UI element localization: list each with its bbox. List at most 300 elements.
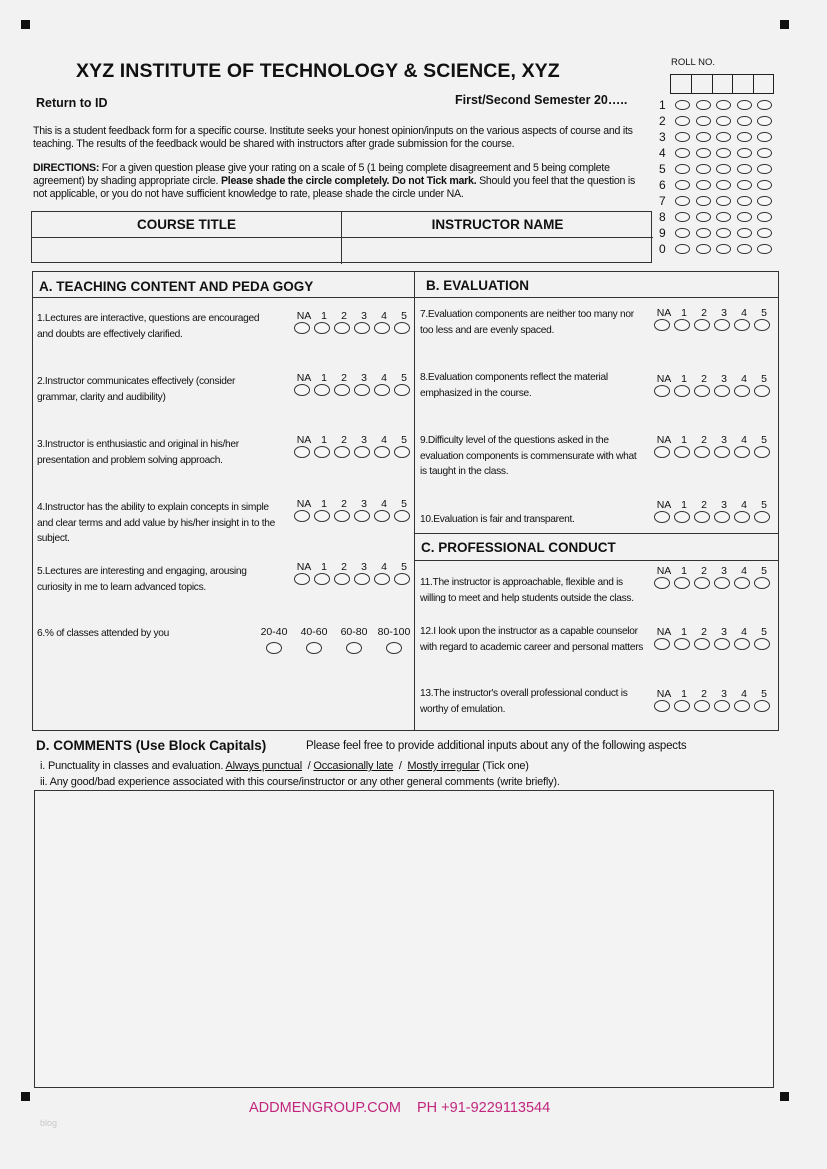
rating-labels [294, 498, 414, 510]
rating-label: 3 [721, 373, 727, 385]
roll-no-bubble[interactable] [737, 196, 752, 207]
roll-no-bubble[interactable] [757, 180, 772, 191]
rating-bubble-3[interactable] [714, 638, 730, 650]
rating-bubble-3[interactable] [714, 319, 730, 331]
question-text: Instructor has the ability to explain concepts in simple and clear terms and add value by his/her insight in to the subject. [37, 502, 276, 544]
roll-no-bubble[interactable] [696, 244, 711, 255]
rating-label: NA [656, 499, 672, 511]
rating-bubble-2[interactable] [694, 638, 710, 650]
roll-no-row [659, 145, 778, 161]
rating-label: 4 [381, 561, 387, 573]
section-a-title: A. TEACHING CONTENT AND PEDA GOGY [39, 279, 314, 294]
rating-label: 4 [741, 688, 747, 700]
rating-bubble-3[interactable] [714, 511, 730, 523]
rating-bubble-1[interactable] [674, 446, 690, 458]
roll-no-bubble[interactable] [737, 228, 752, 239]
rating-bubble-3[interactable] [714, 577, 730, 589]
roll-digit-label: 8 [659, 210, 666, 224]
rating-label: 2 [341, 434, 347, 446]
rating-bubble-na[interactable] [654, 511, 670, 523]
question-number: 9. [420, 435, 428, 446]
rating-label: 5 [761, 373, 767, 385]
rating-label: NA [656, 434, 672, 446]
rating-bubble-1[interactable] [674, 319, 690, 331]
rating-bubble-2[interactable] [334, 322, 350, 334]
rating-scale [294, 310, 414, 334]
roll-no-bubble[interactable] [696, 196, 711, 207]
roll-no-bubble[interactable] [696, 116, 711, 127]
roll-no-bubble[interactable] [716, 164, 731, 175]
roll-no-box[interactable] [670, 74, 691, 94]
rating-bubble-5[interactable] [754, 319, 770, 331]
registration-mark-top-left [21, 20, 30, 29]
rating-label: 3 [361, 434, 367, 446]
rating-labels [654, 307, 774, 319]
section-c-title: C. PROFESSIONAL CONDUCT [421, 540, 616, 555]
roll-no-bubble[interactable] [757, 196, 772, 207]
rating-bubble-4[interactable] [734, 511, 750, 523]
roll-digit-label: 2 [659, 114, 666, 128]
rating-label: 4 [381, 372, 387, 384]
rating-bubble-na[interactable] [294, 446, 310, 458]
rating-label: 2 [341, 372, 347, 384]
rating-label: 1 [681, 688, 687, 700]
registration-mark-bottom-left [21, 1092, 30, 1101]
roll-no-bubble[interactable] [716, 180, 731, 191]
roll-no-bubble[interactable] [696, 164, 711, 175]
rating-bubble-1[interactable] [674, 577, 690, 589]
rating-label: 4 [381, 498, 387, 510]
roll-no-bubble[interactable] [737, 148, 752, 159]
roll-digit-label: 0 [659, 242, 666, 256]
rating-bubble-2[interactable] [694, 577, 710, 589]
rating-bubble-3[interactable] [714, 385, 730, 397]
attendance-option-label: 40-60 [300, 626, 328, 638]
roll-digit-label: 7 [659, 194, 666, 208]
roll-no-row [659, 97, 778, 113]
rating-bubble-4[interactable] [374, 322, 390, 334]
rating-bubble-4[interactable] [734, 319, 750, 331]
directions-paragraph [33, 162, 645, 201]
roll-no-bubble[interactable] [737, 116, 752, 127]
rating-bubble-4[interactable] [734, 638, 750, 650]
rating-bubble-2[interactable] [694, 319, 710, 331]
rating-label: 4 [741, 565, 747, 577]
question-12 [420, 624, 644, 655]
rating-label: NA [296, 372, 312, 384]
roll-no-bubble[interactable] [716, 196, 731, 207]
rating-label: NA [296, 498, 312, 510]
rating-bubbles [654, 700, 774, 712]
rating-bubble-2[interactable] [694, 385, 710, 397]
rating-label: 5 [401, 372, 407, 384]
roll-no-bubble[interactable] [737, 244, 752, 255]
roll-no-bubble[interactable] [675, 180, 690, 191]
question-13 [420, 686, 644, 717]
roll-no-row [659, 241, 778, 257]
roll-digit-label: 6 [659, 178, 666, 192]
roll-no-bubble[interactable] [675, 116, 690, 127]
rating-label: 2 [341, 561, 347, 573]
rating-labels [654, 499, 774, 511]
roll-no-bubble[interactable] [737, 100, 752, 111]
roll-no-bubble[interactable] [675, 212, 690, 223]
rating-bubbles [654, 385, 774, 397]
rating-label: 3 [721, 434, 727, 446]
general-comments-prompt: ii. Any good/bad experience associated with this course/instructor or any other general comments (write briefly). [40, 776, 560, 788]
rating-label: 4 [741, 626, 747, 638]
rating-bubble-na[interactable] [654, 319, 670, 331]
rating-bubbles [294, 573, 414, 585]
roll-no-bubble[interactable] [737, 180, 752, 191]
question-text: Evaluation is fair and transparent. [433, 514, 575, 525]
rating-bubble-na[interactable] [294, 384, 310, 396]
roll-no-bubble[interactable] [675, 244, 690, 255]
roll-no-bubble[interactable] [716, 100, 731, 111]
directions-label: DIRECTIONS: [33, 162, 100, 174]
question-text: Instructor is enthusiastic and original in his/her presentation and problem solving approach. [37, 439, 239, 466]
roll-no-box[interactable] [691, 74, 712, 94]
rating-bubble-5[interactable] [394, 384, 410, 396]
rating-bubble-1[interactable] [674, 700, 690, 712]
rating-bubble-1[interactable] [674, 511, 690, 523]
rating-label: 2 [701, 626, 707, 638]
rating-label: 1 [321, 310, 327, 322]
rating-label: 3 [721, 499, 727, 511]
roll-no-row [659, 193, 778, 209]
rating-bubble-5[interactable] [754, 385, 770, 397]
rating-scale [294, 498, 414, 522]
roll-no-bubble[interactable] [696, 148, 711, 159]
rating-scale [294, 372, 414, 396]
attendance-option-label: 60-80 [340, 626, 368, 638]
option-occasionally-late[interactable]: Occasionally late [313, 760, 394, 772]
rating-bubbles [654, 638, 774, 650]
rating-label: 1 [321, 498, 327, 510]
rating-labels [654, 373, 774, 385]
roll-no-bubble[interactable] [716, 244, 731, 255]
rating-bubbles [294, 322, 414, 334]
roll-no-bubble[interactable] [696, 228, 711, 239]
roll-no-bubble[interactable] [757, 148, 772, 159]
question-number: 6. [37, 628, 45, 639]
rating-bubble-3[interactable] [354, 510, 370, 522]
rating-bubble-3[interactable] [714, 700, 730, 712]
roll-no-bubble[interactable] [696, 212, 711, 223]
semester-label: First/Second Semester 20….. [455, 93, 628, 107]
question-text: The instructor's overall professional conduct is worthy of emulation. [420, 688, 628, 715]
rating-label: NA [656, 307, 672, 319]
attendance-bubble[interactable] [266, 642, 282, 654]
rating-bubble-na[interactable] [654, 577, 670, 589]
course-title-field[interactable] [32, 238, 342, 264]
rating-bubble-na[interactable] [294, 322, 310, 334]
rating-labels [654, 434, 774, 446]
rating-scale [294, 434, 414, 458]
question-3 [37, 437, 277, 468]
question-text: Evaluation components are neither too many nor too less and are evenly spaced. [420, 309, 634, 336]
roll-no-label: ROLL NO. [671, 57, 715, 68]
section-c-top-rule [414, 533, 779, 534]
rating-labels [294, 310, 414, 322]
question-text: Instructor communicates effectively (consider grammar, clarity and audibility) [37, 376, 236, 403]
rating-label: NA [656, 688, 672, 700]
rating-bubble-2[interactable] [334, 446, 350, 458]
rating-scale [654, 688, 774, 712]
rating-bubble-1[interactable] [314, 573, 330, 585]
rating-label: 4 [741, 434, 747, 446]
rating-bubble-3[interactable] [354, 384, 370, 396]
rating-label: 2 [701, 688, 707, 700]
rating-bubbles [294, 446, 414, 458]
attendance-option [254, 626, 294, 654]
rating-bubble-4[interactable] [734, 577, 750, 589]
question-2 [37, 374, 277, 405]
question-number: 5. [37, 566, 45, 577]
roll-no-bubble[interactable] [757, 244, 772, 255]
rating-label: 4 [381, 434, 387, 446]
attendance-option [334, 626, 374, 654]
return-to-label: Return to ID [36, 96, 108, 110]
rating-bubble-5[interactable] [754, 446, 770, 458]
rating-bubble-1[interactable] [314, 510, 330, 522]
roll-no-bubble[interactable] [716, 148, 731, 159]
rating-bubble-4[interactable] [374, 446, 390, 458]
attendance-option-label: 80-100 [377, 626, 411, 638]
rating-bubble-5[interactable] [754, 511, 770, 523]
punctuality-line: i. Punctuality in classes and evaluation. Always punctual / Occasionally late / Mostly irregular (Tick one) [40, 760, 529, 772]
rating-bubble-2[interactable] [694, 700, 710, 712]
watermark: blog [40, 1118, 58, 1128]
roll-no-box[interactable] [753, 74, 774, 94]
form-title: XYZ INSTITUTE OF TECHNOLOGY & SCIENCE, XYZ [76, 60, 560, 82]
roll-no-bubble[interactable] [737, 164, 752, 175]
question-number: 2. [37, 376, 45, 387]
rating-bubble-3[interactable] [354, 446, 370, 458]
roll-no-bubble[interactable] [737, 212, 752, 223]
rating-label: 1 [681, 307, 687, 319]
roll-no-entry-boxes [670, 74, 774, 94]
roll-no-box[interactable] [732, 74, 753, 94]
rating-bubble-3[interactable] [354, 322, 370, 334]
course-title-header: COURSE TITLE [32, 212, 342, 238]
question-4 [37, 500, 277, 547]
rating-label: 5 [401, 498, 407, 510]
rating-label: 4 [741, 307, 747, 319]
question-text: Lectures are interactive, questions are encouraged and doubts are effectively clarified. [37, 313, 260, 340]
roll-no-bubble[interactable] [737, 132, 752, 143]
rating-label: 1 [681, 434, 687, 446]
rating-bubble-2[interactable] [334, 573, 350, 585]
roll-no-row [659, 225, 778, 241]
rating-labels [654, 565, 774, 577]
rating-bubble-4[interactable] [374, 510, 390, 522]
rating-label: 1 [321, 561, 327, 573]
roll-no-bubble[interactable] [716, 116, 731, 127]
rating-bubble-na[interactable] [654, 446, 670, 458]
rating-bubble-2[interactable] [334, 510, 350, 522]
rating-bubble-1[interactable] [674, 385, 690, 397]
rating-bubble-1[interactable] [314, 384, 330, 396]
roll-digit-label: 3 [659, 130, 666, 144]
rating-bubble-4[interactable] [734, 700, 750, 712]
rating-bubble-na[interactable] [294, 510, 310, 522]
roll-digit-label: 4 [659, 146, 666, 160]
rating-label: 4 [741, 499, 747, 511]
rating-bubble-na[interactable] [654, 638, 670, 650]
section-c-header-rule [414, 560, 779, 561]
rating-bubble-5[interactable] [394, 510, 410, 522]
roll-no-bubble[interactable] [757, 132, 772, 143]
rating-label: 3 [361, 561, 367, 573]
rating-scale [654, 373, 774, 397]
attendance-bubble[interactable] [386, 642, 402, 654]
rating-bubble-na[interactable] [294, 573, 310, 585]
rating-label: 3 [721, 565, 727, 577]
roll-no-row [659, 129, 778, 145]
roll-no-bubble[interactable] [716, 228, 731, 239]
course-info-table [31, 211, 652, 263]
footer-phone: PH +91-9229113544 [417, 1100, 551, 1116]
rating-label: NA [656, 565, 672, 577]
attendance-option [374, 626, 414, 654]
attendance-bubble[interactable] [346, 642, 362, 654]
roll-no-bubble[interactable] [757, 164, 772, 175]
roll-no-bubble[interactable] [696, 180, 711, 191]
roll-no-bubble[interactable] [675, 228, 690, 239]
directions-text: For a given question please give your rating on a scale of 5 (1 being complete disagreement and 5 being complete agreement) by shading appropriate circle. [33, 162, 610, 187]
roll-no-bubble[interactable] [696, 132, 711, 143]
question-5 [37, 564, 277, 595]
rating-label: 1 [681, 626, 687, 638]
roll-no-row [659, 161, 778, 177]
section-header-rule [32, 297, 779, 298]
rating-bubble-2[interactable] [334, 384, 350, 396]
rating-bubble-na[interactable] [654, 385, 670, 397]
roll-no-bubble[interactable] [675, 196, 690, 207]
rating-bubbles [294, 384, 414, 396]
rating-scale [654, 626, 774, 650]
registration-mark-top-right [780, 20, 789, 29]
rating-label: 2 [701, 434, 707, 446]
rating-bubble-1[interactable] [674, 638, 690, 650]
roll-no-bubble[interactable] [757, 116, 772, 127]
rating-label: NA [656, 626, 672, 638]
rating-bubbles [654, 577, 774, 589]
roll-no-bubble[interactable] [757, 228, 772, 239]
rating-label: 3 [721, 688, 727, 700]
rating-bubble-3[interactable] [714, 446, 730, 458]
rating-label: 3 [721, 307, 727, 319]
question-9 [420, 433, 644, 480]
option-always-punctual[interactable]: Always punctual [225, 760, 302, 772]
rating-label: 5 [761, 434, 767, 446]
rating-scale [654, 499, 774, 523]
rating-label: NA [296, 561, 312, 573]
rating-bubble-5[interactable] [394, 322, 410, 334]
rating-label: 1 [321, 372, 327, 384]
roll-no-row [659, 177, 778, 193]
rating-label: 5 [761, 688, 767, 700]
rating-bubbles [654, 446, 774, 458]
roll-no-bubble[interactable] [675, 100, 690, 111]
rating-label: 2 [341, 310, 347, 322]
rating-bubble-4[interactable] [734, 385, 750, 397]
question-10 [420, 512, 644, 528]
rating-label: NA [296, 434, 312, 446]
rating-bubble-5[interactable] [394, 446, 410, 458]
section-d-subtitle: Please feel free to provide additional inputs about any of the following aspects [306, 740, 687, 752]
rating-label: 2 [701, 499, 707, 511]
question-1 [37, 311, 277, 342]
roll-no-bubble[interactable] [675, 164, 690, 175]
rating-bubble-1[interactable] [314, 446, 330, 458]
rating-label: 5 [401, 434, 407, 446]
roll-no-bubble[interactable] [757, 212, 772, 223]
rating-bubble-2[interactable] [694, 511, 710, 523]
roll-digit-label: 9 [659, 226, 666, 240]
intro-paragraph: This is a student feedback form for a specific course. Institute seeks your honest opinion/inputs on the various aspects of course and its teaching. The results of the feedback would be shared with instructors after grade submission for the course. [33, 125, 633, 150]
rating-label: NA [656, 373, 672, 385]
rating-bubble-1[interactable] [314, 322, 330, 334]
rating-label: 1 [681, 565, 687, 577]
rating-bubble-4[interactable] [734, 446, 750, 458]
rating-bubbles [654, 319, 774, 331]
rating-bubble-5[interactable] [754, 577, 770, 589]
instructor-name-field[interactable] [342, 238, 653, 264]
roll-no-bubble[interactable] [675, 148, 690, 159]
option-mostly-irregular[interactable]: Mostly irregular [407, 760, 480, 772]
rating-bubble-5[interactable] [754, 700, 770, 712]
rating-bubble-4[interactable] [374, 573, 390, 585]
rating-bubble-2[interactable] [694, 446, 710, 458]
instructor-name-header: INSTRUCTOR NAME [342, 212, 653, 238]
registration-mark-bottom-right [780, 1092, 789, 1101]
rating-bubble-5[interactable] [394, 573, 410, 585]
roll-no-bubble[interactable] [716, 212, 731, 223]
attendance-bubble[interactable] [306, 642, 322, 654]
roll-no-box[interactable] [712, 74, 733, 94]
rating-label: 3 [721, 626, 727, 638]
rating-bubble-3[interactable] [354, 573, 370, 585]
rating-label: 3 [361, 372, 367, 384]
rating-bubble-4[interactable] [374, 384, 390, 396]
comments-box[interactable] [34, 790, 774, 1088]
roll-no-bubble[interactable] [696, 100, 711, 111]
question-number: 1. [37, 313, 45, 324]
section-divider-vertical [414, 271, 415, 731]
rating-bubble-5[interactable] [754, 638, 770, 650]
rating-bubble-na[interactable] [654, 700, 670, 712]
rating-label: 1 [681, 373, 687, 385]
roll-no-bubble-grid [659, 97, 778, 257]
roll-no-bubble[interactable] [675, 132, 690, 143]
roll-no-bubble[interactable] [716, 132, 731, 143]
section-d-title: D. COMMENTS (Use Block Capitals) [36, 738, 267, 753]
roll-no-bubble[interactable] [757, 100, 772, 111]
question-number: 13. [420, 688, 434, 699]
question-text: Evaluation components reflect the material emphasized in the course. [420, 372, 608, 399]
attendance-question [37, 626, 169, 642]
question-text: Difficulty level of the questions asked in the evaluation components is commensurate with what is taught in the class. [420, 435, 637, 477]
attendance-option [294, 626, 334, 654]
question-text: % of classes attended by you [44, 628, 170, 639]
question-text: Lectures are interesting and engaging, arousing curiosity in me to learn advanced topics. [37, 566, 247, 593]
question-text: The instructor is approachable, flexible and is willing to meet and help students outside the class. [420, 577, 634, 604]
directions-text-na: Should you feel that the question is not applicable, or you do not have sufficient knowledge to rate, please shade the circle under NA. [33, 175, 635, 200]
roll-digit-label: 1 [659, 98, 666, 112]
rating-labels [294, 372, 414, 384]
